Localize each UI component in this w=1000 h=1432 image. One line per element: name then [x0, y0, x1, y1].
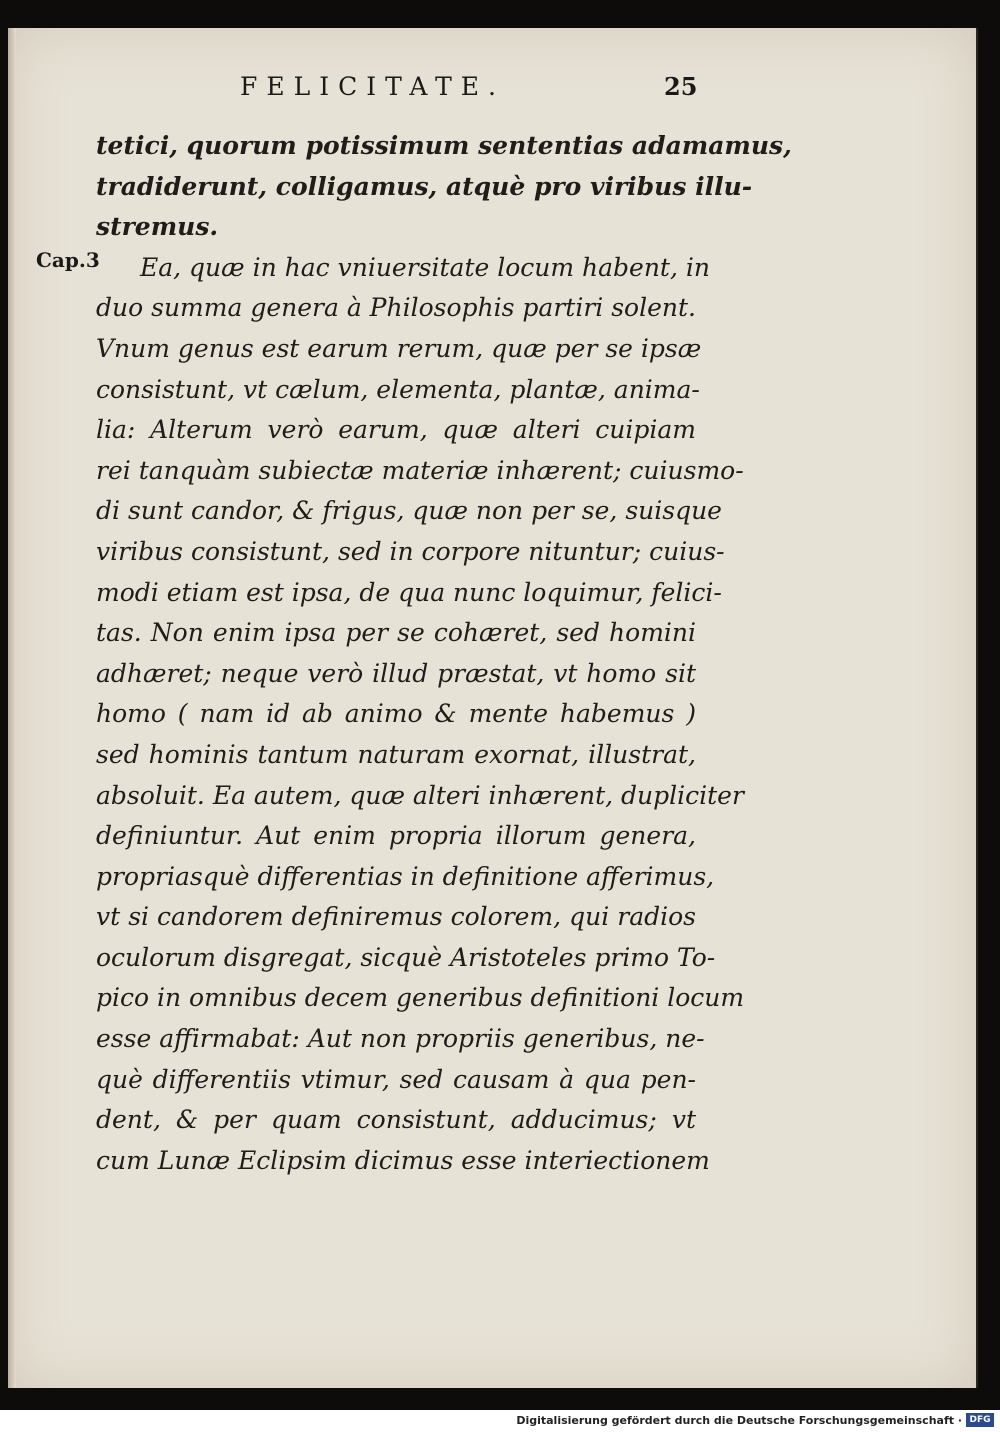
text-line: cum Lunæ Eclipsim dicimus esse interiectionem: [96, 1145, 710, 1175]
text-line: homo ( nam id ab animo & mente habemus ): [96, 699, 696, 729]
text-line: tetici, quorum potissimum sententias adamamus,: [96, 131, 792, 160]
text-line: oculorum disgregat, sicquè Aristoteles primo To-: [96, 942, 716, 972]
text-line: duo summa genera à Philosophis partiri solent.: [96, 293, 696, 323]
text-line: dent, & per quam consistunt, adducimus; vt: [96, 1105, 696, 1135]
digitization-credit: Digitalisierung gefördert durch die Deutsche Forschungsgemeinschaft ·: [516, 1414, 962, 1427]
text-line: stremus.: [96, 212, 219, 242]
page-number: 25: [664, 72, 698, 101]
dfg-logo-icon: DFG: [966, 1413, 994, 1427]
text-line: sed hominis tantum naturam exornat, illustrat,: [96, 739, 696, 769]
page-edge: [8, 28, 16, 1388]
margin-note-chapter: Cap.3: [36, 248, 100, 272]
text-line: adhæret; neque verò illud præstat, vt homo sit: [96, 658, 696, 688]
text-line: consistunt, vt cælum, elementa, plantæ, anima-: [96, 374, 700, 404]
text-line: què differentiis vtimur, sed causam à qua pen-: [96, 1064, 696, 1094]
running-header: FELICITATE.: [240, 72, 505, 101]
text-line: di sunt candor, & frigus, quæ non per se, suisque: [96, 496, 722, 526]
text-line: propriasquè differentias in definitione afferimus,: [96, 861, 715, 891]
text-line: modi etiam est ipsa, de qua nunc loquimur, felici-: [96, 577, 722, 607]
text-line: tradiderunt, colligamus, atquè pro viribus illu-: [96, 171, 753, 201]
text-line: pico in omnibus decem generibus definitioni locum: [96, 983, 745, 1013]
body-text: [96, 126, 792, 1181]
text-line: Ea, quæ in hac vniuersitate locum habent, in: [140, 252, 710, 282]
text-line: definiuntur. Aut enim propria illorum genera,: [96, 821, 696, 851]
text-line: vt si candorem definiremus colorem, qui radios: [96, 902, 696, 932]
text-line: lia: Alterum verò earum, quæ alteri cuipiam: [96, 415, 696, 445]
text-line: absoluit. Ea autem, quæ alteri inhærent, dupliciter: [96, 780, 744, 810]
text-line: esse affirmabat: Aut non propriis generibus, ne-: [96, 1024, 705, 1054]
text-line: viribus consistunt, sed in corpore nituntur; cuius-: [96, 536, 725, 566]
text-line: rei tanquàm subiectæ materiæ inhærent; cuiusmo-: [96, 455, 744, 485]
text-line: Vnum genus est earum rerum, quæ per se ipsæ: [96, 333, 702, 363]
text-line: tas. Non enim ipsa per se cohæret, sed homini: [96, 618, 696, 648]
